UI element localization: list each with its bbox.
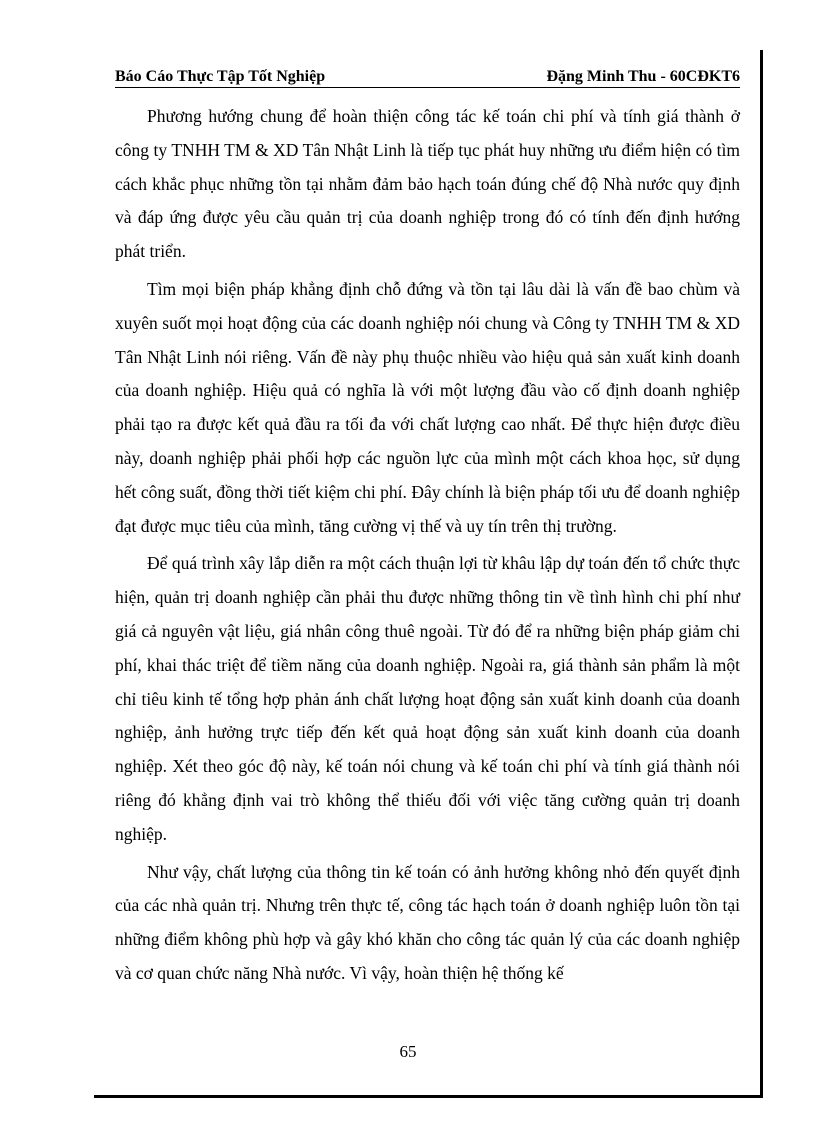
paragraph-1: Phương hướng chung để hoàn thiện công tác kế toán chi phí và tính giá thành ở công ty TNHH TM & XD Tân Nhật Linh là tiếp tục phát huy những ưu điểm hiện có tìm cách khắc phục những tồn tại nhằm đảm bảo hạch toán đúng chế độ Nhà nước quy định và đáp ứng được yêu cầu quản trị của doanh nghiệp trong đó có tính đến định hướng phát triển. (115, 106, 740, 262)
header-report-title: Báo Cáo Thực Tập Tốt Nghiệp (115, 68, 326, 85)
paragraph-2: Tìm mọi biện pháp khẳng định chỗ đứng và tồn tại lâu dài là vấn đề bao chùm và xuyên suốt mọi hoạt động của các doanh nghiệp nói chung và Công ty TNHH TM & XD Tân Nhật Linh nói riêng. Vấn đề này phụ thuộc nhiều vào hiệu quả sản xuất kinh doanh của doanh nghiệp. Hiệu quả có nghĩa là với một lượng đầu vào cố định doanh nghiệp phải tạo ra được kết quả đầu ra tối đa với chất lượng cao nhất. Để thực hiện được điều này, doanh nghiệp phải phối hợp các nguồn lực của mình một cách khoa học, sử dụng hết công suất, đồng thời tiết kiệm chi phí. Đây chính là biện pháp tối ưu để doanh nghiệp đạt được mục tiêu của mình, tăng cường vị thế và uy tín trên thị trường. (115, 278, 740, 536)
paragraph-3: Để quá trình xây lắp diễn ra một cách thuận lợi từ khâu lập dự toán đến tổ chức thực hiện, quản trị doanh nghiệp cần phải thu được những thông tin về tình hình chi phí như giá cả nguyên vật liệu, giá nhân công thuê ngoài. Từ đó để ra những biện pháp giảm chi phí, khai thác triệt để tiềm năng của doanh nghiệp. Ngoài ra, giá thành sản phẩm là một chỉ tiêu kinh tế tổng hợp phản ánh chất lượng hoạt động sản xuất kinh doanh của doanh nghiệp, ảnh hưởng trực tiếp đến kết quả hoạt động sản xuất kinh doanh của doanh nghiệp. Xét theo góc độ này, kế toán nói chung và kế toán chi phí và tính giá thành nói riêng đó khẳng định vai trò không thể thiếu đối với việc tăng cường quản trị doanh nghiệp. (115, 553, 740, 844)
paragraph-4: Như vậy, chất lượng của thông tin kế toán có ảnh hưởng không nhỏ đến quyết định của các nhà quản trị. Nhưng trên thực tế, công tác hạch toán ở doanh nghiệp luôn tồn tại những điểm không phù hợp và gây khó khăn cho công tác quản lý của các doanh nghiệp và cơ quan chức năng Nhà nước. Vì vậy, hoàn thiện hệ thống kế (115, 861, 740, 983)
document-body (115, 100, 740, 995)
page-number: 65 (399, 1042, 417, 1061)
header-author: Đặng Minh Thu - 60CĐKT6 (546, 68, 740, 85)
page-header (115, 60, 740, 86)
header-divider (115, 87, 740, 88)
